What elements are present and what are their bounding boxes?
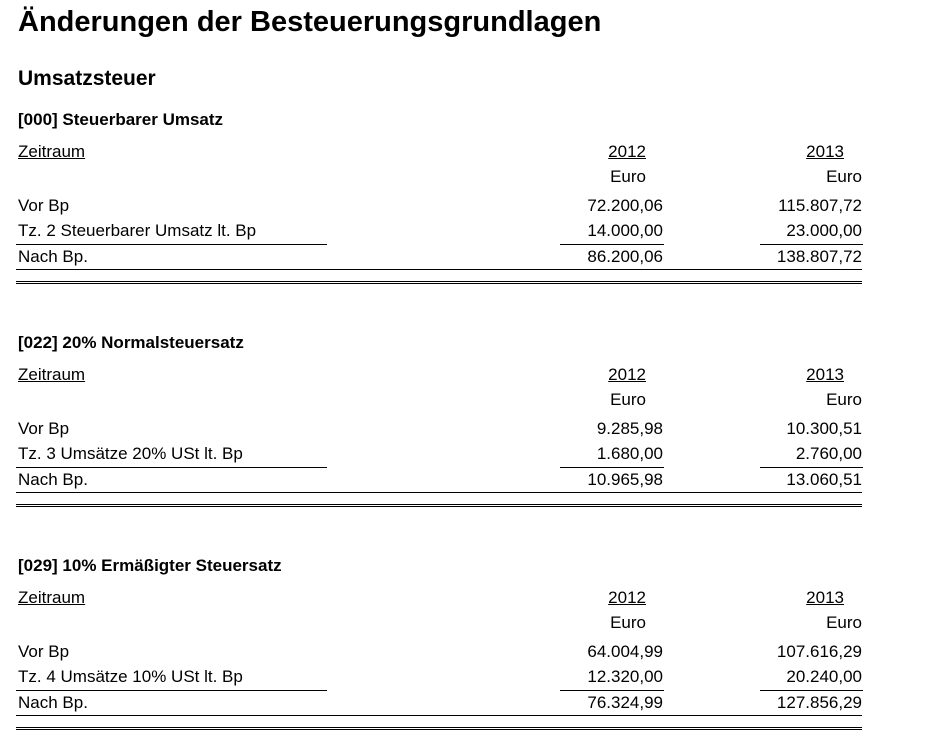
value-2012: 72.200,06 xyxy=(587,196,663,215)
value-2012: 1.680,00 xyxy=(596,444,663,463)
tax-block-normalsteuersatz xyxy=(0,333,936,533)
row-divider xyxy=(560,244,664,245)
value-2012: 64.004,99 xyxy=(587,642,663,661)
unit-2013: Euro xyxy=(826,613,862,632)
total-rule xyxy=(16,492,862,493)
row-label: Nach Bp. xyxy=(18,470,88,489)
period-header: Zeitraum xyxy=(18,142,86,161)
value-2012: 14.000,00 xyxy=(587,221,663,240)
block-title: [022] 20% Normalsteuersatz xyxy=(18,333,244,352)
unit-2013: Euro xyxy=(826,390,862,409)
row-divider xyxy=(16,690,327,691)
unit-2012: Euro xyxy=(610,390,646,409)
total-2013: 138.807,72 xyxy=(776,247,862,266)
total-2013: 13.060,51 xyxy=(786,470,862,489)
row-label: Vor Bp xyxy=(18,642,70,661)
row-label: Vor Bp xyxy=(18,419,70,438)
year-2012-header: 2012 xyxy=(608,142,646,161)
double-rule xyxy=(16,281,862,284)
total-2012: 76.324,99 xyxy=(587,693,663,712)
double-rule xyxy=(16,727,862,730)
value-2012: 9.285,98 xyxy=(596,419,663,438)
year-2013-header: 2013 xyxy=(806,142,844,161)
tax-block-ermaessigter-steuersatz xyxy=(0,556,936,756)
page-title: Änderungen der Besteuerungsgrundlagen xyxy=(18,6,602,38)
row-label: Tz. 2 Steuerbarer Umsatz lt. Bp xyxy=(18,221,257,240)
period-header: Zeitraum xyxy=(18,365,86,384)
row-divider xyxy=(560,690,664,691)
total-rule xyxy=(16,269,862,270)
block-title: [000] Steuerbarer Umsatz xyxy=(18,110,224,129)
unit-2012: Euro xyxy=(610,613,646,632)
value-2013: 20.240,00 xyxy=(786,667,862,686)
total-rule xyxy=(16,715,862,716)
unit-2013: Euro xyxy=(826,167,862,186)
section-title: Umsatzsteuer xyxy=(18,67,156,90)
row-label: Vor Bp xyxy=(18,196,70,215)
period-header: Zeitraum xyxy=(18,588,86,607)
tax-block-steuerbarer-umsatz xyxy=(0,110,936,310)
row-label: Tz. 4 Umsätze 10% USt lt. Bp xyxy=(18,667,243,686)
year-2012-header: 2012 xyxy=(608,365,646,384)
year-2013-header: 2013 xyxy=(806,588,844,607)
row-divider xyxy=(16,244,327,245)
value-2013: 10.300,51 xyxy=(786,419,862,438)
row-label: Tz. 3 Umsätze 20% USt lt. Bp xyxy=(18,444,243,463)
row-label: Nach Bp. xyxy=(18,693,88,712)
double-rule xyxy=(16,504,862,507)
row-divider xyxy=(16,467,327,468)
value-2013: 107.616,29 xyxy=(776,642,862,661)
value-2013: 115.807,72 xyxy=(778,196,862,215)
year-2013-header: 2013 xyxy=(806,365,844,384)
value-2012: 12.320,00 xyxy=(587,667,663,686)
value-2013: 2.760,00 xyxy=(795,444,862,463)
row-divider xyxy=(760,690,863,691)
year-2012-header: 2012 xyxy=(608,588,646,607)
row-divider xyxy=(560,467,664,468)
row-divider xyxy=(760,244,863,245)
value-2013: 23.000,00 xyxy=(786,221,862,240)
row-divider xyxy=(760,467,863,468)
row-label: Nach Bp. xyxy=(18,247,88,266)
total-2012: 10.965,98 xyxy=(587,470,663,489)
block-title: [029] 10% Ermäßigter Steuersatz xyxy=(18,556,282,575)
total-2012: 86.200,06 xyxy=(587,247,663,266)
total-2013: 127.856,29 xyxy=(776,693,862,712)
unit-2012: Euro xyxy=(610,167,646,186)
